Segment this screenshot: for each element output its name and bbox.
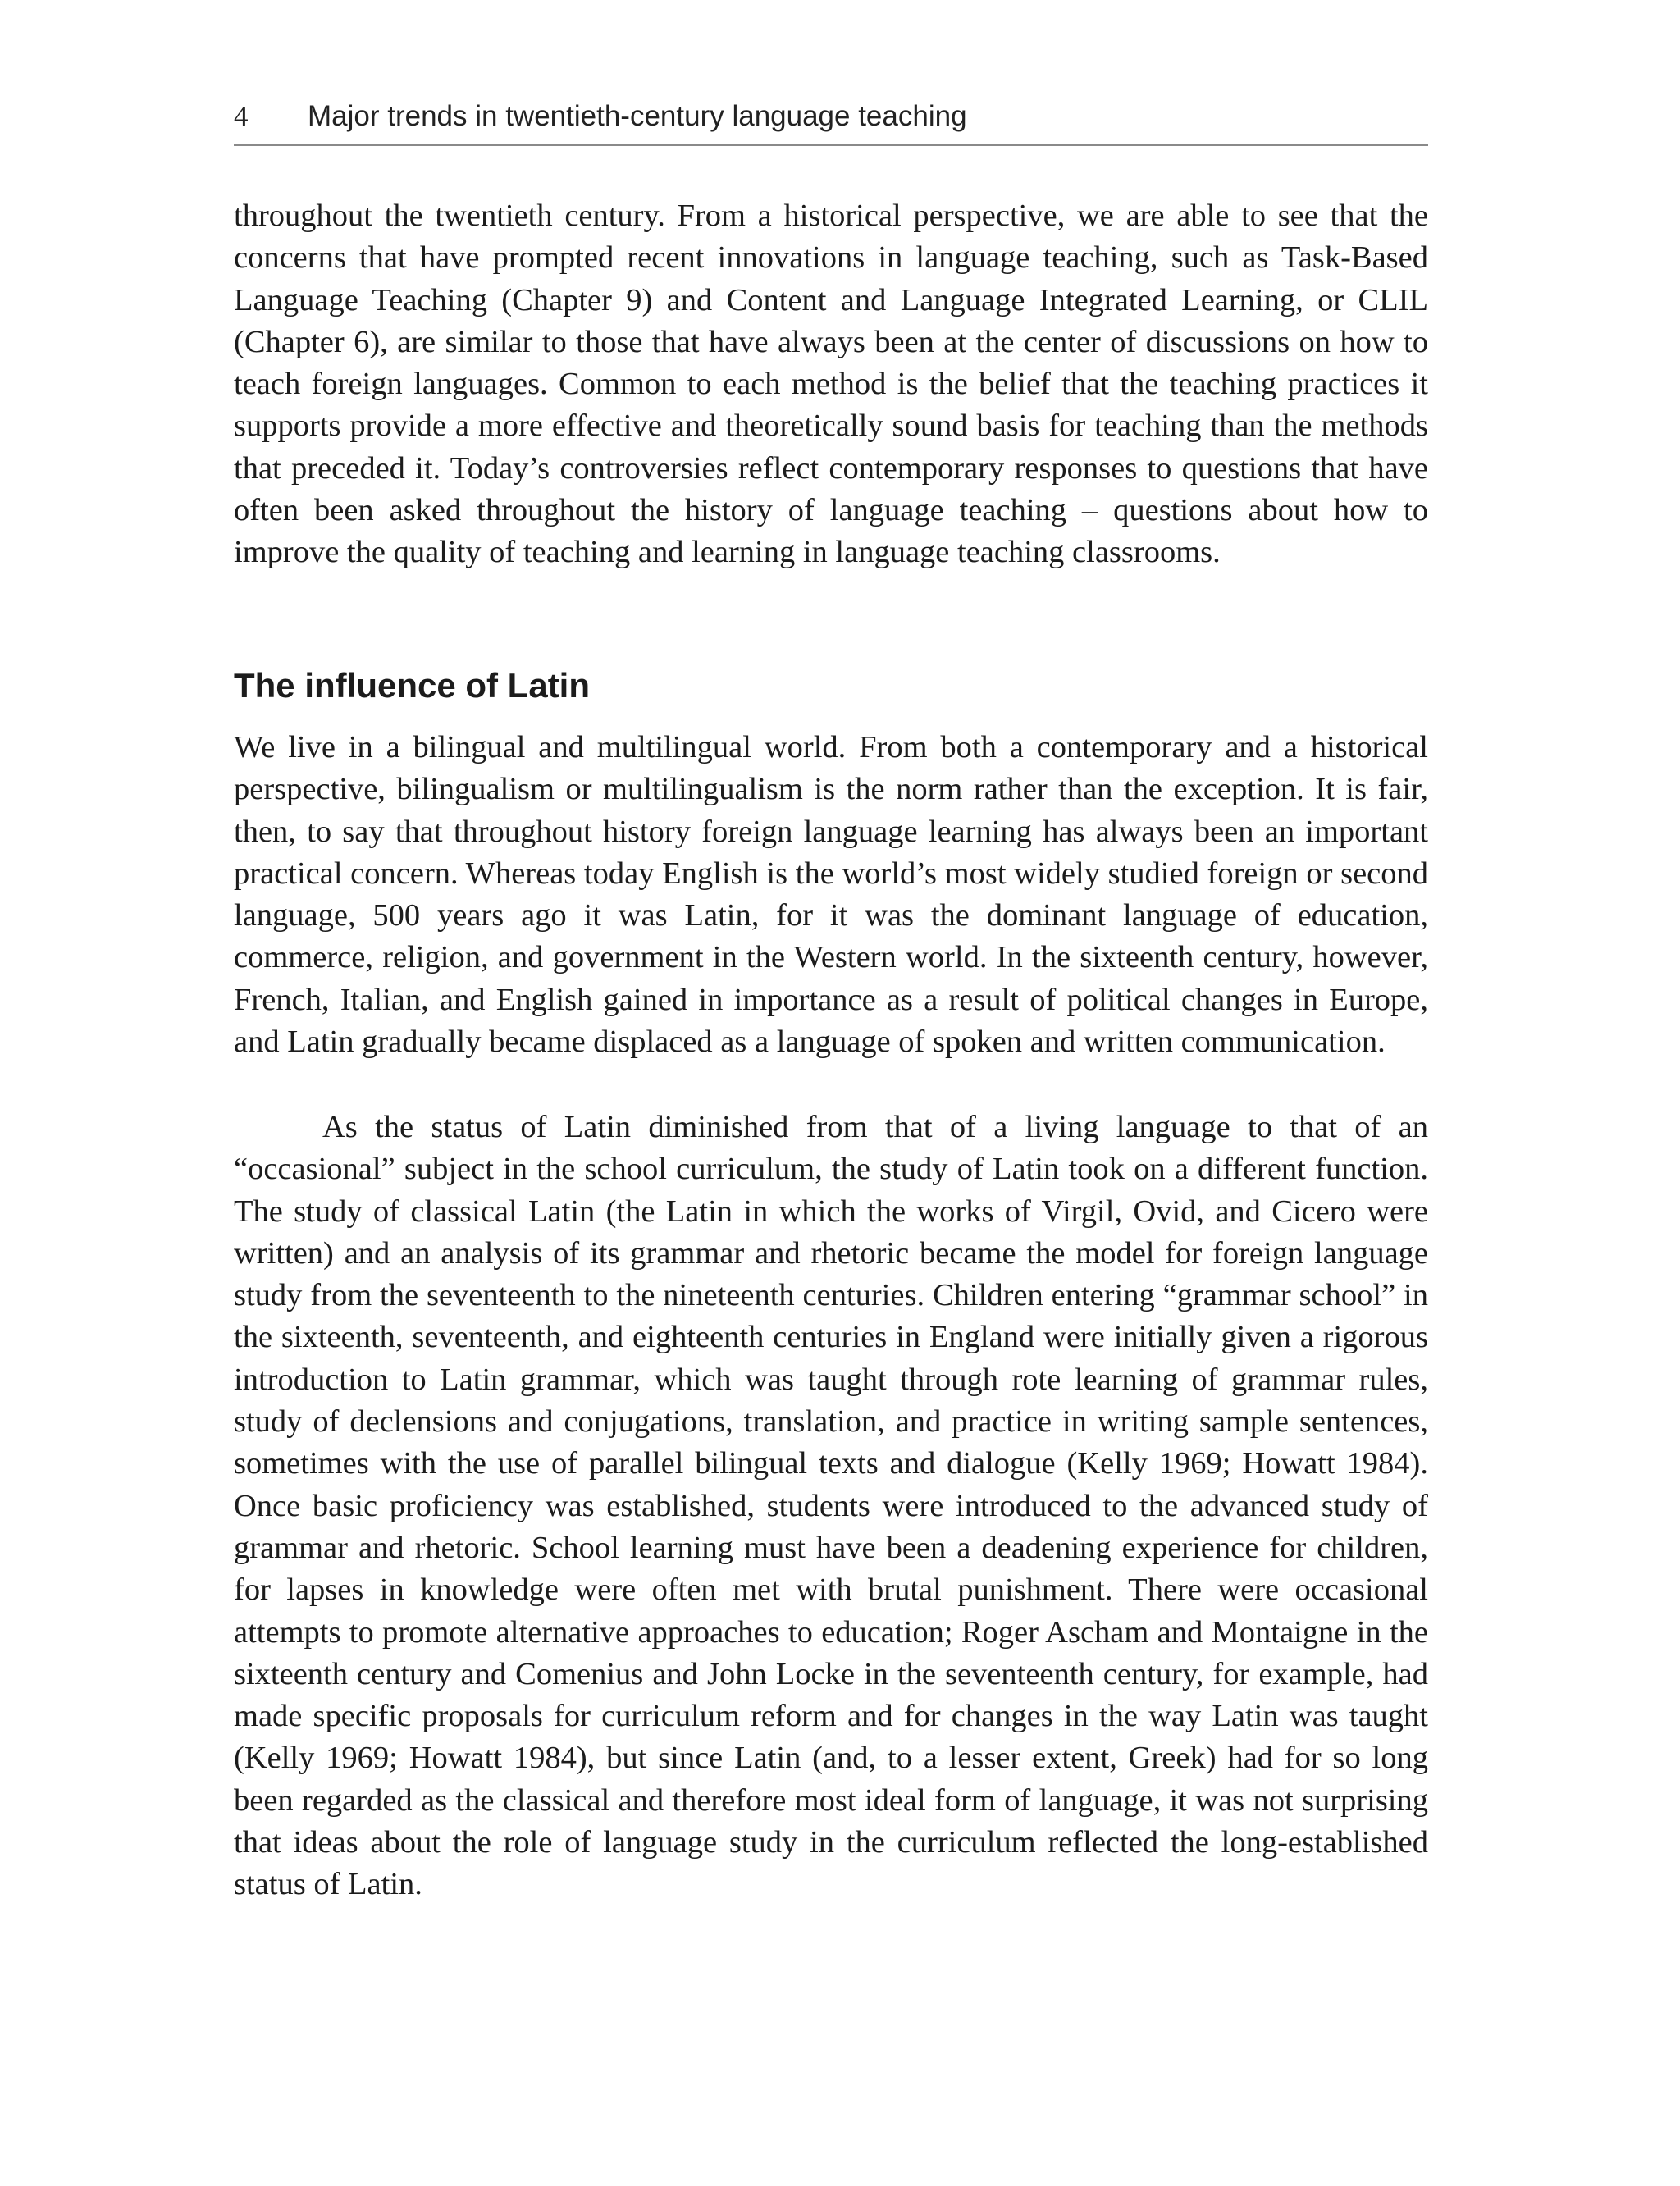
body-paragraph-3: As the status of Latin diminished from that of a living language to that of an “occasional” subject in the school curriculum, the study of Latin took on a different function. The study of classical Latin (the Latin in which the works of Virgil, Ovid, and Cicero were written) and an analysis of its grammar and rhetoric became the model for foreign language study from the seventeenth to the nineteenth centuries. Children entering “grammar school” in the sixteenth, seventeenth, and eighteenth centuries in England were initially given a rigorous introduction to Latin grammar, which was taught through rote learning of grammar rules, study of declensions and conjugations, translation, and practice in writing sample sentences, sometimes with the use of parallel bilingual texts and dialogue (Kelly 1969; Howatt 1984). Once basic proficiency was established, students were introduced to the advanced study of grammar and rhetoric. School learning must have been a deadening experience for children, for lapses in knowledge were often met with brutal punishment. There were occasional attempts to promote alternative approaches to education; Roger Ascham and Montaigne in the sixteenth century and Comenius and John Locke in the seventeenth century, for example, had made specific proposals for curriculum reform and for changes in the way Latin was taught (Kelly 1969; Howatt 1984), but since Latin (and, to a lesser extent, Greek) had for so long been regarded as the classical and therefore most ideal form of language, it was not surprising that ideas about the role of language study in the curriculum reflected the long-established status of Latin. bbox=[234, 1110, 1428, 1902]
body-paragraph-2: We live in a bilingual and multilingual world. From both a contemporary and a historical perspective, bilingualism or multilingualism is the norm rather than the exception. It is fair, then, to say that throughout history foreign language learning has always been an important practical concern. Whereas today English is the world’s most widely studied foreign or second language, 500 years ago it was Latin, for it was the dominant language of education, commerce, religion, and government in the Western world. In the sixteenth century, however, French, Italian, and English gained in importance as a result of political changes in Europe, and Latin gradually became displaced as a language of spoken and written communication. bbox=[234, 730, 1428, 1060]
body-paragraph-1: throughout the twentieth century. From a historical perspective, we are able to see that the concerns that have prompted recent innovations in language teaching, such as Task-Based Language Teaching (Chapter 9) and Content and Language Integrated Learning, or CLIL (Chapter 6), are similar to those that have always been at the center of discussions on how to teach foreign languages. Common to each method is the belief that the teaching practices it supports provide a more effective and theoretically sound basis for teaching than the methods that preceded it. Today’s controversies reflect contemporary responses to questions that have often been asked throughout the history of language teaching – questions about how to improve the quality of teaching and learning in language teaching classrooms. bbox=[234, 199, 1428, 570]
section-heading: The influence of Latin bbox=[234, 666, 591, 705]
running-header bbox=[234, 97, 1428, 146]
page-number: 4 bbox=[234, 100, 249, 132]
running-title: Major trends in twentieth-century language teaching bbox=[308, 100, 967, 132]
